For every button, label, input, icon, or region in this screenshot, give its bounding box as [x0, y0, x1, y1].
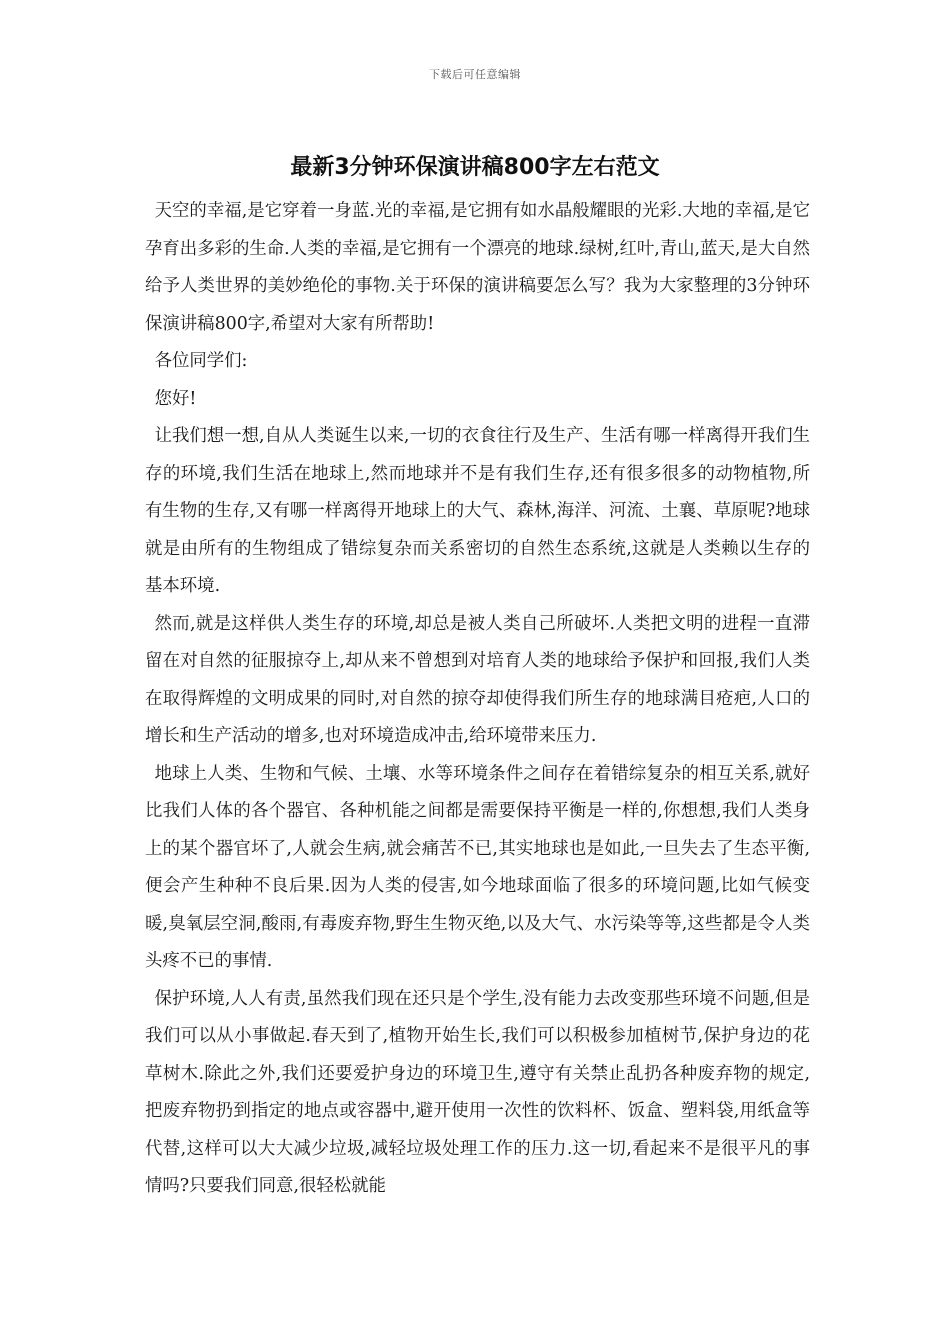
paragraph-human-destruction: 然而,就是这样供人类生存的环境,却总是被人类自己所破坏.人类把文明的进程一直滞留在对自然的征服掠夺上,却从来不曾想到对培育人类的地球给予保护和回报,我们人类在取得辉煌的文明成果的同时,对自然的掠夺却使得我们所生存的地球满目疮疤,人口的增长和生产活动的增多,也对环境造成冲击,给环境带来压力.: [145, 613, 810, 746]
paragraph-ecological-balance: 地球上人类、生物和气候、土壤、水等环境条件之间存在着错综复杂的相互关系,就好比我们人体的各个器官、各种机能之间都是需要保持平衡是一样的,你想想,我们人类身上的某个器官坏了,人就会生病,就会痛苦不已,其实地球也是如此,一旦失去了生态平衡,便会产生种种不良后果.因为人类的侵害,如今地球面临了很多的环境问题,比如气候变暖,臭氧层空洞,酸雨,有毒废弃物,野生生物灭绝,以及大气、水污染等等,这些都是令人类头疼不已的事情.: [145, 763, 810, 971]
download-editable-note: 下载后可任意编辑: [429, 68, 521, 81]
paragraph-environment-basis: 让我们想一想,自从人类诞生以来,一切的衣食往行及生产、生活有哪一样离得开我们生存的环境,我们生活在地球上,然而地球并不是有我们生存,还有很多很多的动物植物,所有生物的生存,又有哪一样离得开地球上的大气、森林,海洋、河流、土襄、草原呢?地球就是由所有的生物组成了错综复杂而关系密切的自然生态系统,这就是人类赖以生存的基本环境.: [145, 426, 810, 596]
paragraph-intro: 天空的幸福,是它穿着一身蓝.光的幸福,是它拥有如水晶般耀眼的光彩.大地的幸福,是它孕育出多彩的生命.人类的幸福,是它拥有一个漂亮的地球.绿树,红叶,青山,蓝天,是大自然给予人类世界的美妙绝伦的事物.关于环保的演讲稿要怎么写？我为大家整理的3分钟环保演讲稿800字,希望对大家有所帮助!: [145, 201, 810, 334]
paragraph-greeting: 您好!: [154, 388, 197, 409]
document-title: 最新3分钟环保演讲稿800字左右范文: [290, 155, 660, 180]
paragraph-salutation: 各位同学们:: [154, 351, 248, 371]
paragraph-protect-environment: 保护环境,人人有责,虽然我们现在还只是个学生,没有能力去改变那些环境不问题,但是我们可以从小事做起.春天到了,植物开始生长,我们可以积极参加植树节,保护身边的花草树木.除此之外,我们还要爱护身边的环境卫生,遵守有关禁止乱扔各种废弃物的规定,把废弃物扔到指定的地点或容器中,避开使用一次性的饮料杯、饭盒、塑料袋,用纸盒等代替,这样可以大大减少垃圾,减轻垃圾处理工作的压力.这一切,看起来不是很平凡的事情吗?只要我们同意,很轻松就能: [145, 988, 810, 1196]
document-body: [145, 193, 810, 1206]
